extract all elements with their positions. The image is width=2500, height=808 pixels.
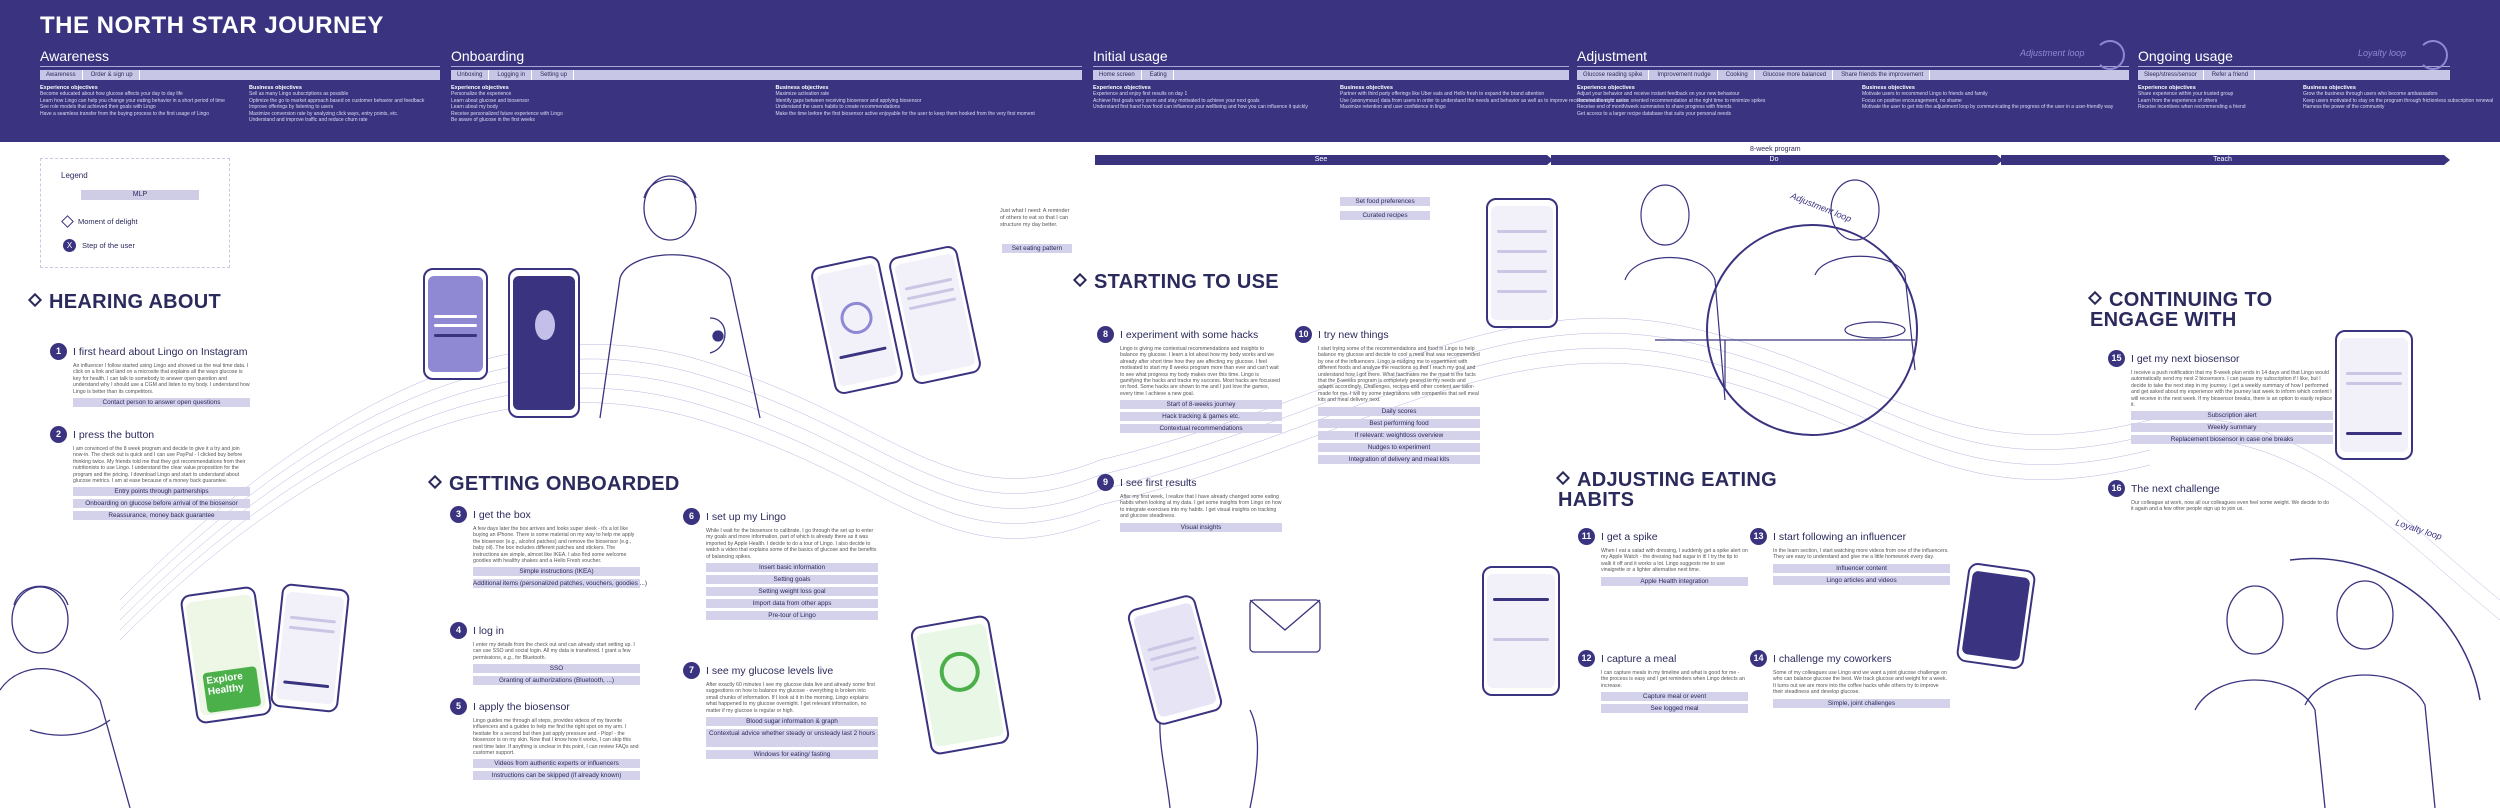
phone-login-screen xyxy=(423,268,488,380)
phase-title: Ongoing usage xyxy=(2138,48,2233,64)
experience-objectives: Experience objectives Become educated about how glucose affects your day to day life Learn how Lingo can help you change your eating behavior in a short period of time See role models that achieved their goals with Lingo Have a seamless transfer from the buying process to the first usage of Lingo xyxy=(40,85,225,117)
section-continuing-to-engage: CONTINUING TO ENGAGE WITH xyxy=(2090,290,2350,330)
mlp-pill: Simple, joint challenges xyxy=(1773,699,1950,708)
phase-title: Awareness xyxy=(40,48,110,64)
two-people-illustration xyxy=(2105,560,2500,808)
loyalty-loop-arc-label: Loyalty loop xyxy=(2394,517,2444,542)
mlp-pill: Start of 8-weeks journey xyxy=(1120,400,1282,409)
mlp-pill: Subscription alert xyxy=(2131,411,2333,420)
mlp-pill: SSO xyxy=(473,664,640,673)
phase-tag: Home screen xyxy=(1093,70,1142,80)
mlp-pill: Reassurance, money back guarantee xyxy=(73,511,250,520)
mlp-pill: Pre-tour of Lingo xyxy=(706,611,878,620)
experience-objectives: Experience objectives Personalize the experience Learn about glucose and biosensor Learn about my body Receive personalized future experience with Lingo Be aware of glucose in the first weeks xyxy=(451,85,563,124)
mlp-pill: Windows for eating/ fasting xyxy=(706,750,878,759)
mlp-pill: Apple Health integration xyxy=(1601,577,1748,586)
promo-card: Explore Healthy xyxy=(202,666,261,713)
phone-subscription-alert xyxy=(2335,330,2413,460)
pill-curated-recipes: Curated recipes xyxy=(1340,211,1430,220)
phase-tag: Eating xyxy=(1144,70,1174,80)
experience-objectives: Experience objectives Share experience within your trusted group Learn from the experience of others Receive incentives when recommending a friend xyxy=(2138,85,2246,111)
section-adjusting-eating-habits: ADJUSTING EATING HABITS xyxy=(1558,470,1778,510)
phase-tag: Glucose reading spike xyxy=(1577,70,1649,80)
program-stage-see: See xyxy=(1095,155,1547,165)
mlp-pill: Videos from authentic experts or influencers xyxy=(473,759,640,768)
mlp-pill: Weekly summary xyxy=(2131,423,2333,432)
step-icon: X xyxy=(63,239,76,252)
business-objectives: Business objectives Sell as many Lingo subscriptions as possible Optimize the go to market approach based on customer behavior and feedback Improve offerings by listening to users Maximize conversion rate by analyzing click ways, entry points, etc. Understand and improve traffic and reduce churn rate xyxy=(249,85,425,124)
section-getting-onboarded: GETTING ONBOARDED xyxy=(430,474,680,494)
phase-title: Onboarding xyxy=(451,48,525,64)
loyalty-loop-label: Loyalty loop xyxy=(2358,48,2407,58)
delight-diamond-icon xyxy=(2088,291,2102,305)
step-3: 3 I get the box A few days later the box arrives and looks super sleek - it's a lot like buying an iPhone. There is some material on my way to help me apply the biosensor (e.g., alcohol patches) and remove the biosensor (e.g., baby oil). The box includes different patches and stickers. The instructions are simple, almost like IKEA. I also find some welcome goodies with healthy shakes and a Hello Fresh voucher. Simple instructions (IKEA) Additional items (personalized patches, vouchers, goodies ...) xyxy=(450,506,640,588)
step-6: 6 I set up my Lingo While I wait for the biosensor to calibrate, I go through the set up to enter my goals and more information, part of which is already there as it was imported by Apple Health. I decide to do a tour of Lingo. I also decide to watch a video that explains some of the basics of glucose and the benefits of balancing spikes. Insert basic information Setting goals Setting weight loss goal Import data from other apps Pre-tour of Lingo xyxy=(683,508,878,620)
business-objectives: Business objectives Maximize activation rate Identify gaps between receiving biosensor and applying biosensor Understand the users habits to create recommendations Make the time before the first biosensor active enjoyable for the user to keep them hooked from the very first moment xyxy=(775,85,1035,117)
mlp-pill: See logged meal xyxy=(1601,704,1748,713)
mlp-pill: Best performing food xyxy=(1318,419,1480,428)
legend-title: Legend xyxy=(61,171,88,180)
mlp-pill: Contextual recommendations xyxy=(1120,424,1282,433)
delight-diamond-icon xyxy=(1556,471,1570,485)
legend-delight: Moment of delight xyxy=(63,217,138,226)
mlp-pill: Onboarding on glucose before arrival of the biosensor xyxy=(73,499,250,508)
mlp-pill: Import data from other apps xyxy=(706,599,878,608)
step-12: 12 I capture a meal I can capture meals in my timeline and what is good for me - the process is easy and I get reminders when Lingo detects an increase. Capture meal or event See logged meal xyxy=(1578,650,1748,713)
step-13: 13 I start following an influencer In the learn section, I start watching more videos from one of the influencers. They are easy to understand and give me a little homework every day. Influencer content Lingo articles and videos xyxy=(1750,528,1950,585)
step-16: 16 The next challenge Our colleague at work, now all our colleagues even feel some weight. We decide to do it again and a few other people sign up to join us. xyxy=(2108,480,2333,513)
mlp-pill: Simple instructions (IKEA) xyxy=(473,567,640,576)
legend-mlp: MLP xyxy=(81,190,199,200)
mlp-pill: Contextual advice whether steady or unsteady last 2 hours xyxy=(706,729,878,747)
phase-tag: Awareness xyxy=(40,70,83,80)
mlp-pill: Lingo articles and videos xyxy=(1773,576,1950,585)
step-15: 15 I get my next biosensor I receive a push notification that my 8-week plan ends in 14 days and that Lingo would automatically send my next 2 biosensors. I can pause my subscription if I like, but I decide to take the next step in my journey. I get a weekly summary of how I performed and get asked about my experience with the journey last week to inform which content I will receive in the next week. If my biosensor breaks, there is an option to easily replace it. Subscription alert Weekly summary Replacement biosensor in case one breaks xyxy=(2108,350,2333,444)
phase-tag: Sleep/stress/sensor xyxy=(2138,70,2204,80)
mlp-pill: Blood sugar information & graph xyxy=(706,717,878,726)
mlp-pill: Setting weight loss goal xyxy=(706,587,878,596)
kitchen-illustration xyxy=(1575,170,1955,400)
phase-tag: Refer a friend xyxy=(2206,70,2255,80)
phone-influencer-feed xyxy=(1955,562,2036,670)
mlp-pill: Setting goals xyxy=(706,575,878,584)
person-biosensor-illustration xyxy=(560,168,780,418)
phase-tag: Setting up xyxy=(534,70,574,80)
delight-diamond-icon xyxy=(28,293,42,307)
adjustment-loop-arc-label: Adjustment loop xyxy=(1789,190,1853,225)
phase-tag: Order & sign up xyxy=(85,70,140,80)
delight-diamond-icon xyxy=(1073,273,1087,287)
step-5: 5 I apply the biosensor Lingo guides me through all steps, provides videos of my favorite influencers and a guides to help me find the right spot on my arm. I hesitate for a second but then just apply pressure and - Plop! - the biosensor is on my skin. Now that I know how it works, I can skip this next time later. If anything is unclear in this point, I can review FAQs and customer support. Videos from authentic experts or influencers Instructions can be skipped (if already known) xyxy=(450,698,640,780)
mlp-pill: Daily scores xyxy=(1318,407,1480,416)
mlp-pill: Contact person to answer open questions xyxy=(73,398,250,407)
mlp-pill: Additional items (personalized patches, vouchers, goodies ...) xyxy=(473,580,648,588)
page-title: THE NORTH STAR JOURNEY xyxy=(40,12,384,39)
program-stage-teach: Teach xyxy=(2001,155,2444,165)
business-objectives: Business objectives Grow the business through users who become ambassadors Keep users motivated to stay on the program through frictionless subscription renewal Harness the power of the community xyxy=(2303,85,2494,111)
mlp-pill: Nudges to experiment xyxy=(1318,443,1480,452)
program-stage-do: Do xyxy=(1551,155,1997,165)
step-9: 9 I see first results After my first week, I realize that I have already changed some eating habits when looking at my data. I get some insights from Lingo on how to integrate exercises into my habits. I get visual insights on tracking and glucose steadiness. Visual insights xyxy=(1097,474,1282,532)
step-10: 10 I try new things I start trying some of the recommendations and food in Lingo to help balance my glucose and decide to cool a meal that was recommended by one of the influencers. Lingo is nudging me to experiment with different foods and analyze the reactions so that I reach my goal and understand how I got there. What fascinates me the most is the facts that the 8-weeks program is completely geared to my needs and adapts accordingly. Challenges, recipes and other content are tailor-made for me. I will try some integrations with companies that sell meal kits and meal delivery next. Daily scores Best performing food If relevant: weightloss overview Nudges to experiment Integration of delivery and meal kits xyxy=(1295,326,1480,464)
mlp-pill: Instructions can be skipped (if already known) xyxy=(473,771,640,780)
step-8: 8 I experiment with some hacks Lingo is giving me contextual recommendations and insights to balance my glucose. I learn a lot about how my body works and we already after short time how they are affecting my glucose. I feel motivated to start my 8 weeks program more than ever and can't wait to see what progress my body makes over this time. Lingo is gamifying the hacks and tracks my success. Most hacks are focussed on food. Some hacks are shown to me and I just love the games, every time I achieve a new goal. Start of 8-weeks journey Hack tracking & games etc. Contextual recommendations xyxy=(1097,326,1282,433)
reminder-note: Just what I need: A reminder of others to eat so that I can structure my day better. xyxy=(1000,208,1070,228)
phase-tag: Share friends the improvement xyxy=(1835,70,1930,80)
phase-tag: Glucose more balanced xyxy=(1757,70,1833,80)
mlp-pill: Entry points through partnerships xyxy=(73,487,250,496)
pill-set-eating-pattern: Set eating pattern xyxy=(1002,244,1072,253)
delight-diamond-icon xyxy=(428,475,442,489)
mlp-pill: Capture meal or event xyxy=(1601,692,1748,701)
mlp-pill: If relevant: weightloss overview xyxy=(1318,431,1480,440)
experience-objectives: Experience objectives Experience and enjoy first results on day 1 Achieve first goals very soon and stay motivated to achieve your next goals Understand first hand how food can influence your wellbeing and how you can influence it quickly xyxy=(1093,85,1308,111)
phase-tag: Improvement nudge xyxy=(1651,70,1717,80)
phone-recipes-screen xyxy=(1486,198,1558,328)
phase-title: Adjustment xyxy=(1577,48,1648,64)
experience-objectives: Experience objectives Adjust your behavior and receive instant feedback on your new behaviour Receive the right action oriented recommendation at the right time to minimize spikes Receive end of month/week summaries to share progress with friends Get access to a larger recipe database that suits your personal needs xyxy=(1577,85,1766,117)
phone-spike-alert xyxy=(1482,566,1560,696)
step-2: 2 I press the button I am convinced of the 8 week program and decide to give it a try and join now-in. The check out is quick and I can use PayPal - I clicked buy before thinking twice. My friends told me that they got recommendations from their nutritionists to use Lingo. I understand the clear value proposition for the program and the pricing. I download Lingo and start to understand about glucose metrics. I am at ease because of a money back guarantee. Entry points through partnerships Onboarding on glucose before arrival of the biosensor Reassurance, money back guarantee xyxy=(50,426,250,520)
step-14: 14 I challenge my coworkers Some of my colleagues use Lingo and we want a joint glucose challenge on who can balance glucose the best. We track glucose and weight for a week. It turns out we are more into the coffee hacks while others try to improve their steadiness and develop glucose. Simple, joint challenges xyxy=(1750,650,1950,708)
mlp-pill: Integration of delivery and meal kits xyxy=(1318,455,1480,464)
phone-order-screen xyxy=(270,583,351,713)
legend-step: X Step of the user xyxy=(63,239,135,252)
phase-tag: Cooking xyxy=(1720,70,1755,80)
section-hearing-about: HEARING ABOUT xyxy=(30,292,221,312)
phase-title: Initial usage xyxy=(1093,48,1168,64)
phase-tag: Unboxing xyxy=(451,70,489,80)
step-1: 1 I first heard about Lingo on Instagram An influencer I follow started using Lingo and showed us the real time data. I click on a link and land on a microsite that explains all the ways glucose is key for health. I can talk to somebody to answer open question and understand why I should use a CGM and listen to my body. I understand how Lingo is better than its competitors. Contact person to answer open questions xyxy=(50,343,250,407)
adjustment-loop-label: Adjustment loop xyxy=(2020,48,2085,58)
phase-tag: Logging in xyxy=(491,70,532,80)
mlp-pill: Granting of authorizations (Bluetooth, ...) xyxy=(473,676,640,685)
phone-video-screen xyxy=(508,268,580,418)
mlp-pill: Hack tracking & games etc. xyxy=(1120,412,1282,421)
program-label: 8-week program xyxy=(1750,146,1801,153)
person-phone-illustration xyxy=(0,560,200,808)
business-objectives: Business objectives Partner with third party offerings like Uber eats and Hello fresh to expand the brand attention Use (anonymous) data from users in order to understand the needs and behavior as well as to improve recommendations to users Maximize retention and user confidence in lingo xyxy=(1340,85,1628,111)
mlp-pill: Visual insights xyxy=(1120,523,1282,532)
mlp-pill: Replacement biosensor in case one breaks xyxy=(2131,435,2333,444)
mlp-pill: Insert basic information xyxy=(706,563,878,572)
pill-set-food-preferences: Set food preferences xyxy=(1340,197,1430,206)
business-objectives: Business objectives Motivate users to recommend Lingo to friends and family Focus on positive encouragement, no shame Motivate the user to get into the adjustment loop by communicating the progress of the user in a user-friendly way xyxy=(1862,85,2114,111)
step-4: 4 I log in I enter my details from the check out and can already start setting up. I can use SSO and social login. All my data is transfered. I grant a few permissions, e.g., for Bluetooth. SSO Granting of authorizations (Bluetooth, ...) xyxy=(450,622,640,685)
step-11: 11 I get a spike When I eat a salad with dressing, I suddenly get a spike alert on my Apple Watch - the dressing had sugar in it! I try the tip to walk it off and it works a lot. Lingo suggests me to use vinaigrette or a lighter alternative next time. Apple Health integration xyxy=(1578,528,1748,586)
mlp-pill: Influencer content xyxy=(1773,564,1950,573)
step-7: 7 I see my glucose levels live After exactly 60 minutes I see my glucose data live and already some first suggestions on how to balance my glucose - everything is broken into small chunks of information. If I look at it in the morning, Lingo explains what happened to my glucose overnight. I get relevant information, no matter if my glucose is regular or high. Blood sugar information & graph Contextual advice whether steady or unsteady last 2 hours Windows for eating/ fasting xyxy=(683,662,878,759)
section-starting-to-use: STARTING TO USE xyxy=(1075,272,1295,292)
